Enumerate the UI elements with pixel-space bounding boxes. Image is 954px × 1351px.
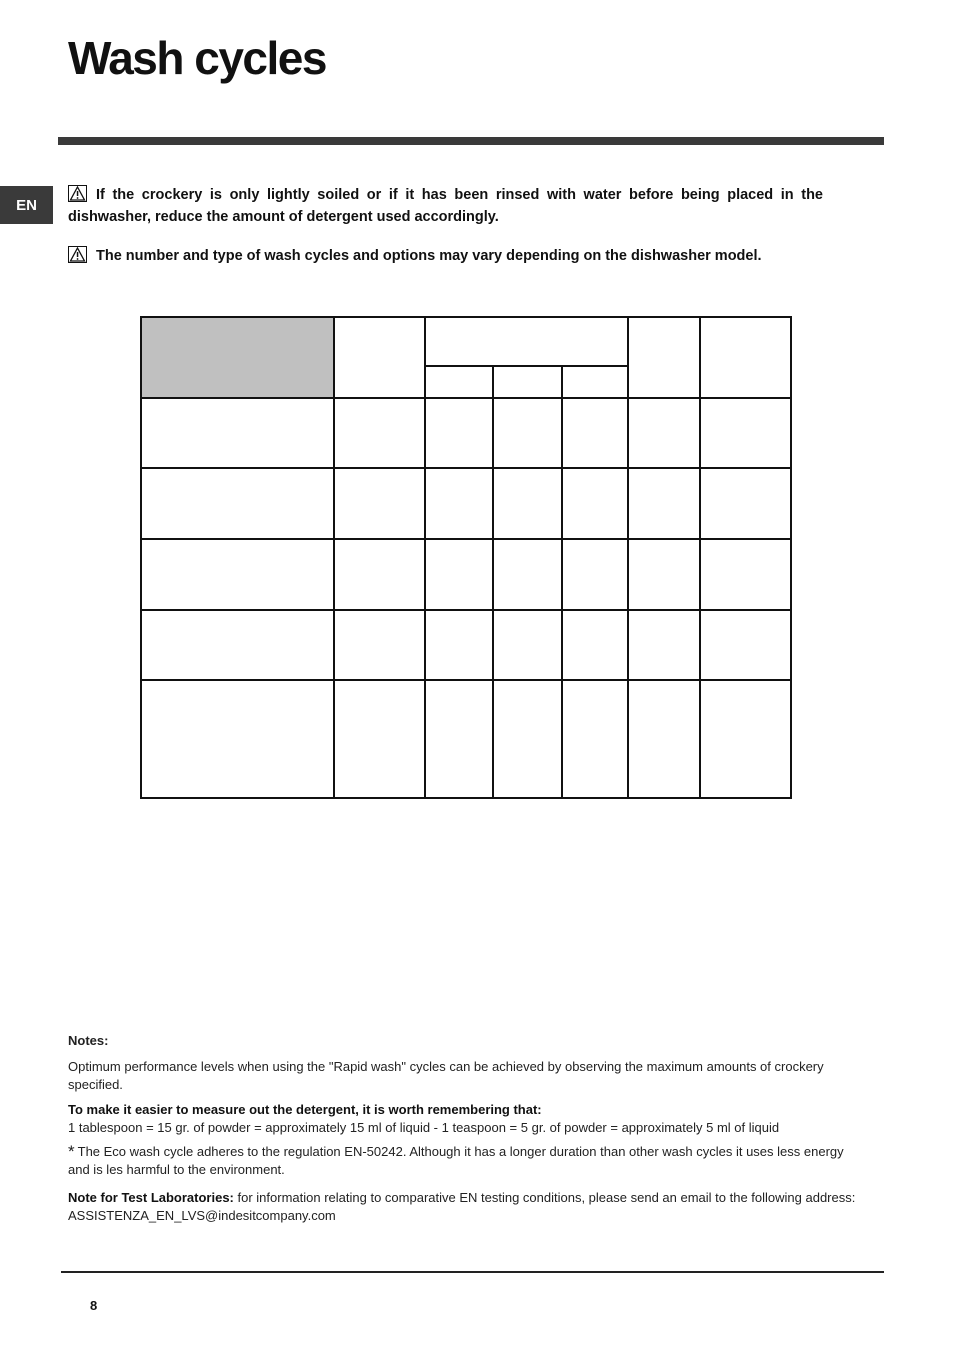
notes-performance: Optimum performance levels when using the "Rapid wash" cycles can be achieved by observing the maximum amounts of crockery specified. (68, 1059, 824, 1092)
notes-heading: Notes: (68, 1033, 109, 1048)
warning-text: The number and type of wash cycles and options may vary depending on the dishwasher model. (96, 248, 762, 264)
asterisk-marker: * (68, 1142, 75, 1161)
footer-divider (61, 1271, 884, 1273)
page-title: Wash cycles (68, 32, 326, 84)
notes-measure (68, 1101, 868, 1137)
table-header-shaded-cell (142, 318, 333, 398)
warning-text: If the crockery is only lightly soiled or if it has been rinsed with water before being placed in the dishwasher, reduce the amount of detergent used accordingly. (68, 187, 823, 225)
notes-eco-text: The Eco wash cycle adheres to the regulation EN-50242. Although it has a longer duration than other wash cycles it uses less energy and is les harmful to the environment. (68, 1144, 844, 1177)
notes-eco (68, 1143, 868, 1179)
notes-lab-text: for information relating to comparative EN testing conditions, please send an email to the following address: ASSISTENZA_EN_LVS@indesitcompany.com (68, 1190, 856, 1223)
notes-measure-heading: To make it easier to measure out the detergent, it is worth remembering that: (68, 1102, 542, 1117)
notes-lab-label: Note for Test Laboratories: (68, 1190, 234, 1205)
page-number: 8 (90, 1298, 98, 1313)
notes-test-laboratories (68, 1189, 868, 1225)
notes-measure-text: 1 tablespoon = 15 gr. of powder = approximately 15 ml of liquid - 1 teaspoon = 5 gr. of powder = approximately 5 ml of liquid (68, 1120, 780, 1135)
language-tab: EN (0, 186, 53, 224)
